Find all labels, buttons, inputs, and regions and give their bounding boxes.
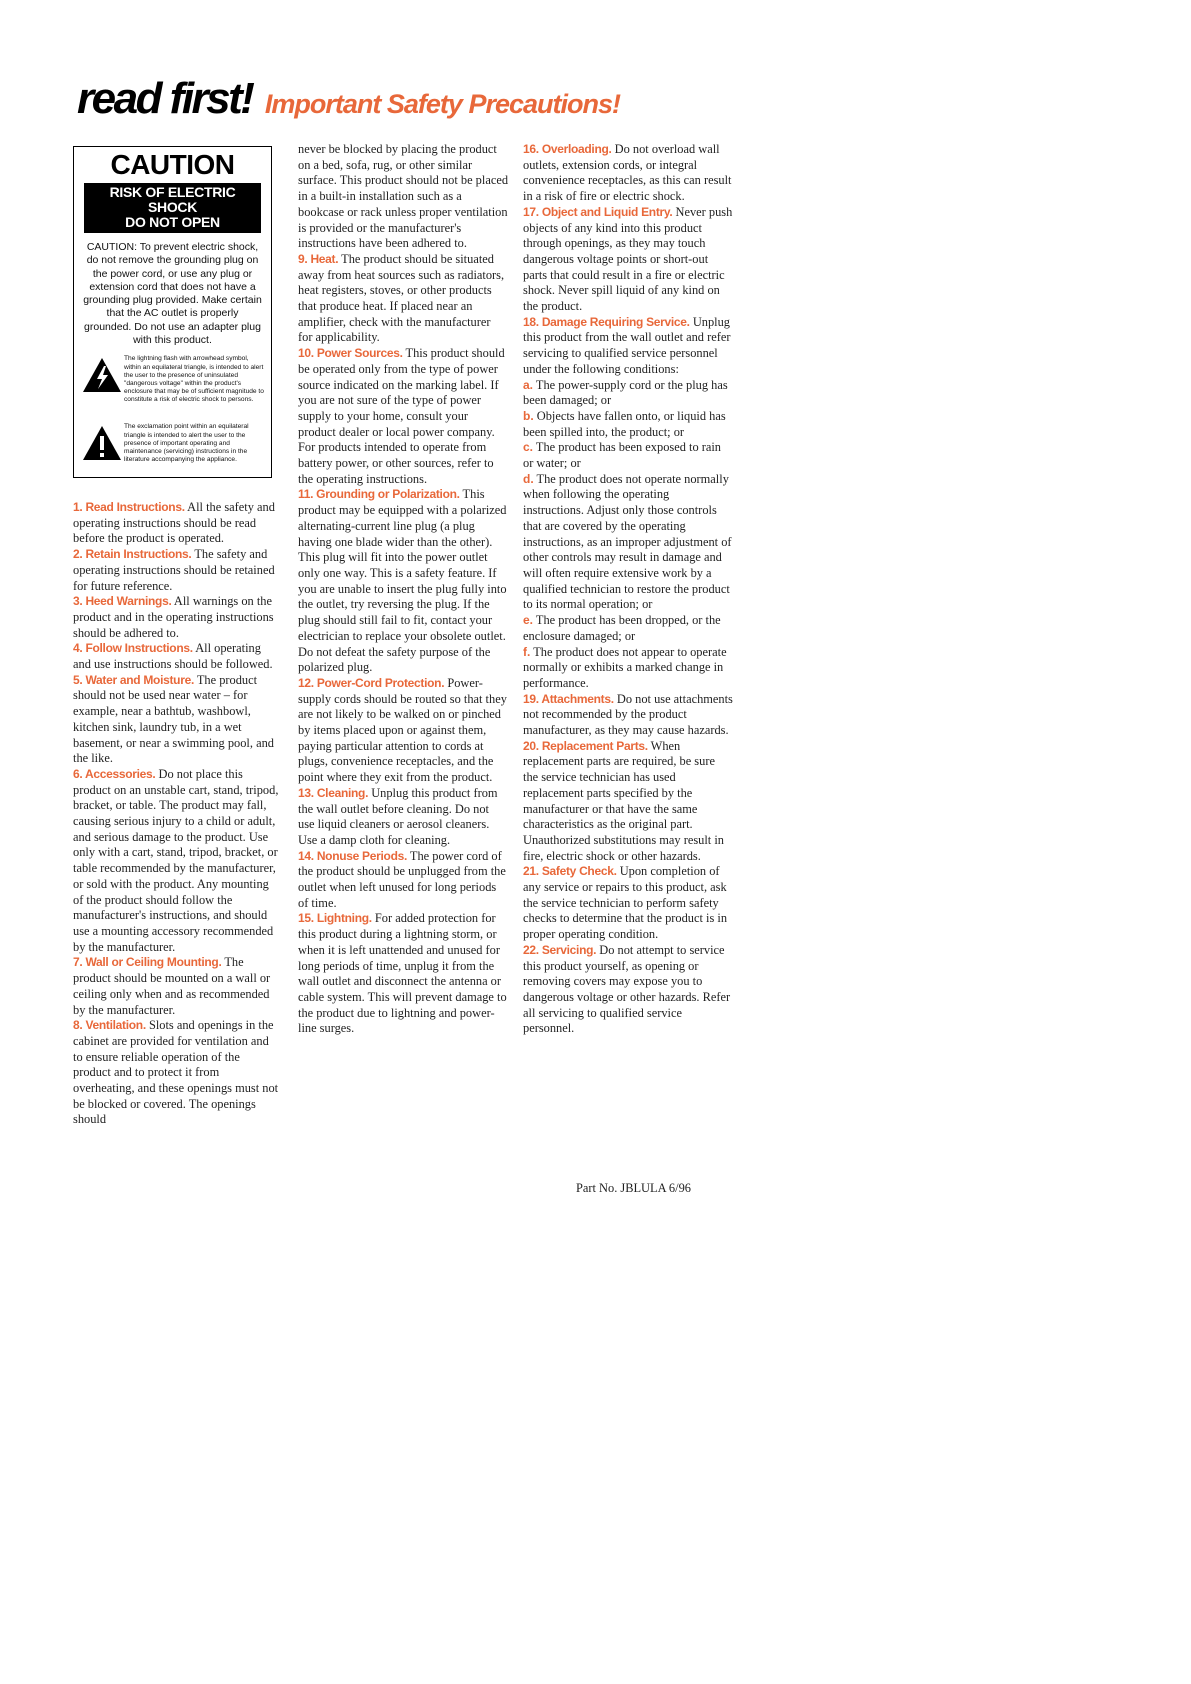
exclamation-symbol-block [74, 423, 271, 483]
instruction-item [298, 911, 508, 1037]
instruction-text: When replacement parts are required, be sure the service technician has used replacement parts specified by the manufacturer or that have the same characteristics as the original part. Unauthorized substitutions may result in fire, electric shock or other hazards. [523, 738, 724, 863]
lightning-triangle-icon [82, 357, 122, 393]
instruction-item [523, 943, 733, 1037]
instruction-heading: c. [523, 440, 534, 455]
instruction-text: Do not overload wall outlets, extension cords, or integral convenience receptacles, as this can result in a risk of fire or electric shock. [523, 142, 732, 204]
lightning-symbol-block [74, 355, 271, 415]
instruction-text: The power cord of the product should be unplugged from the outlet when left unused for long periods of time. [298, 848, 506, 910]
instruction-item [523, 315, 733, 378]
instruction-text: The product should be situated away from heat sources such as radiators, heat registers, stoves, or other products that produce heat. If placed near an amplifier, check with the manufacturer for applicability. [298, 251, 505, 345]
lightning-symbol-text: The lightning flash with arrowhead symbol, within an equilateral triangle, is intended to alert the user to the presence of uninsulated "dangerous voltage" within the product's enclosure that may be of sufficient magnitude to constitute a risk of electric shock to persons. [124, 355, 264, 404]
instruction-heading: 18. Damage Requiring Service. [523, 314, 690, 329]
instruction-item [523, 692, 733, 739]
instruction-text: Slots and openings in the cabinet are provided for ventilation and to ensure reliable operation of the product and to protect it from overheating, and these openings must not be blocked or covered. The openings should [73, 1018, 279, 1127]
instruction-text: The safety and operating instructions should be retained for future reference. [73, 547, 275, 593]
instruction-text: The product should be mounted on a wall or ceiling only when and as recommended by the manufacturer. [73, 955, 271, 1017]
instruction-text: Never push objects of any kind into this product through openings, as they may touch dangerous voltage points or short-out parts that could result in a fire or electric shock. Never spill liquid of any kind on the product. [523, 204, 733, 314]
instruction-item [298, 849, 508, 912]
instruction-item [73, 641, 279, 672]
instruction-item [523, 409, 733, 440]
instruction-heading: 16. Overloading. [523, 142, 612, 156]
instruction-heading: 13. Cleaning. [298, 785, 369, 800]
instruction-item [523, 440, 733, 471]
instruction-text: Do not use attachments not recommended by the product manufacturer, as they may cause hazards. [523, 691, 733, 738]
instruction-item [73, 673, 279, 767]
instructions-column-1 [73, 500, 279, 1128]
instruction-item [298, 786, 508, 849]
instruction-text: Do not attempt to service this product yourself, as opening or removing covers may expose you to dangerous voltage or other hazards. Refer all servicing to qualified service personnel. [523, 942, 731, 1036]
page-title: read first! [77, 74, 253, 123]
instruction-heading: 4. Follow Instructions. [73, 641, 193, 656]
instruction-text: Power-supply cords should be routed so that they are not likely to be walked on or pinched by items placed upon or against them, paying particular attention to cords at plugs, convenience receptacles, and the point where they exit from the product. [298, 675, 507, 785]
instruction-item [298, 487, 508, 675]
instruction-item [523, 739, 733, 865]
exclamation-symbol-text: The exclamation point within an equilateral triangle is intended to alert the user to the presence of important operating and maintenance (servicing) instructions in the literature accompanying the appliance. [124, 423, 249, 464]
instruction-item [73, 500, 279, 547]
instruction-text: The product has been exposed to rain or water; or [523, 440, 721, 471]
instruction-item [523, 613, 733, 644]
instruction-heading: f. [523, 644, 531, 659]
instruction-heading: 12. Power-Cord Protection. [298, 675, 445, 690]
instruction-text: This product should be operated only from the type of power source indicated on the marking label. If you are not sure of the type of power supply to your home, consult your product dealer or local power company. For products intended to operate from battery power, or other sources, refer to the operating instructions. [298, 346, 505, 486]
instruction-item [73, 767, 279, 955]
instruction-text: Unplug this product from the wall outlet and refer servicing to qualified service personnel under the following conditions: [523, 314, 731, 376]
instruction-item [73, 594, 279, 641]
instruction-text: All the safety and operating instructions should be read before the product is operated. [73, 500, 275, 546]
instruction-heading: 8. Ventilation. [73, 1018, 146, 1033]
instruction-heading: b. [523, 408, 534, 423]
instruction-heading: d. [523, 471, 534, 486]
instruction-text: For added protection for this product during a lightning storm, or when it is left unattended and unused for long periods of time, unplug it from the wall outlet and disconnect the antenna or cable system. This will prevent damage to the product due to lightning and power-line surges. [298, 911, 507, 1036]
instruction-heading: 14. Nonuse Periods. [298, 848, 408, 863]
instruction-item [298, 142, 508, 252]
instruction-heading: 1. Read Instructions. [73, 500, 185, 514]
caution-text: CAUTION: To prevent electric shock, do not remove the grounding plug on the power cord, or use any plug or extension cord that does not have a grounding plug provided. Make certain that the AC outlet is properly grounded. Do not use an adapter plug with this product. [83, 241, 262, 347]
instruction-heading: 15. Lightning. [298, 911, 372, 926]
instruction-item [298, 676, 508, 786]
instruction-text: The product has been dropped, or the enclosure damaged; or [523, 613, 721, 643]
instruction-heading: e. [523, 613, 534, 628]
instruction-text: The product does not appear to operate normally or exhibits a marked change in performance. [523, 644, 727, 690]
instruction-heading: 20. Replacement Parts. [523, 738, 648, 753]
instruction-heading: 17. Object and Liquid Entry. [523, 204, 673, 219]
instruction-heading: 6. Accessories. [73, 766, 156, 781]
caution-band-line-2: DO NOT OPEN [125, 214, 220, 230]
instruction-item [298, 252, 508, 346]
instruction-item [523, 472, 733, 613]
part-number: Part No. JBLULA 6/96 [576, 1181, 691, 1195]
instruction-text: never be blocked by placing the product on a bed, sofa, rug, or other similar surface. This product should not be placed in a built-in installation such as a bookcase or rack unless proper ventilation is provided or the manufacturer's instructions have been adhered to. [298, 142, 509, 251]
exclamation-triangle-icon [82, 425, 122, 461]
instruction-heading: 5. Water and Moisture. [73, 672, 194, 687]
instruction-text: All warnings on the product and in the operating instructions should be adhered to. [73, 594, 274, 640]
instruction-text: The product should not be used near water – for example, near a bathtub, washbowl, kitchen sink, laundry tub, in a wet basement, or near a swimming pool, and the like. [73, 672, 274, 766]
instruction-heading: 22. Servicing. [523, 942, 597, 957]
instruction-text: All operating and use instructions should be followed. [73, 641, 273, 672]
instruction-item [523, 142, 733, 205]
caution-band-line-1: RISK OF ELECTRIC SHOCK [109, 184, 236, 215]
instruction-item [73, 547, 279, 594]
instruction-item [523, 378, 733, 409]
caution-warning-band [84, 183, 261, 233]
instruction-item [73, 1018, 279, 1128]
page-subtitle: Important Safety Precautions! [264, 89, 620, 119]
instruction-heading: 21. Safety Check. [523, 864, 617, 879]
page-header [77, 74, 620, 124]
instruction-heading: 10. Power Sources. [298, 346, 403, 361]
instruction-text: Upon completion of any service or repairs to this product, ask the service technician to perform safety checks to determine that the product is in proper operating condition. [523, 864, 728, 942]
instruction-item [523, 864, 733, 943]
instruction-heading: 2. Retain Instructions. [73, 547, 192, 562]
caution-box [73, 146, 272, 478]
instruction-heading: 7. Wall or Ceiling Mounting. [73, 955, 222, 970]
instruction-heading: 9. Heat. [298, 251, 339, 266]
instruction-text: This product may be equipped with a polarized alternating-current line plug (a plug having one blade wider than the other). This plug will fit into the power outlet only one way. This is a safety feature. If you are unable to insert the plug fully into the outlet, try reversing the plug. If the plug should still fail to fit, contact your electrician to replace your obsolete outlet. Do not defeat the safety purpose of the polarized plug. [298, 487, 507, 675]
instructions-column-2 [298, 142, 508, 1037]
instructions-column-3 [523, 142, 733, 1037]
instruction-item [298, 346, 508, 487]
instruction-text: Objects have fallen onto, or liquid has been spilled into, the product; or [523, 408, 726, 439]
instruction-text: Do not place this product on an unstable cart, stand, tripod, bracket, or table. The product may fall, causing serious injury to a child or adult, and serious damage to the product. Use only with a cart, stand, tripod, bracket, or table recommended by the manufacturer, or sold with the product. Any mounting of the product should follow the manufacturer's instructions, and should use a mounting accessory recommended by the manufacturer. [73, 766, 279, 954]
instruction-text: The product does not operate normally when following the operating instructions. Adjust only those controls that are covered by the operating instructions, as an improper adjustment of other controls may result in damage and will often require extensive work by a qualified technician to restore the product to its normal operation; or [523, 471, 732, 612]
instruction-heading: 3. Heed Warnings. [73, 594, 172, 609]
instruction-heading: 19. Attachments. [523, 691, 614, 706]
instruction-heading: a. [523, 377, 534, 392]
instruction-item [523, 645, 733, 692]
instruction-item [73, 955, 279, 1018]
instruction-heading: 11. Grounding or Polarization. [298, 487, 460, 502]
instruction-text: The power-supply cord or the plug has been damaged; or [523, 377, 728, 408]
instruction-item [523, 205, 733, 315]
instruction-text: Unplug this product from the wall outlet before cleaning. Do not use liquid cleaners or aerosol cleaners. Use a damp cloth for cleaning. [298, 785, 498, 847]
caution-title: CAUTION [110, 149, 235, 180]
